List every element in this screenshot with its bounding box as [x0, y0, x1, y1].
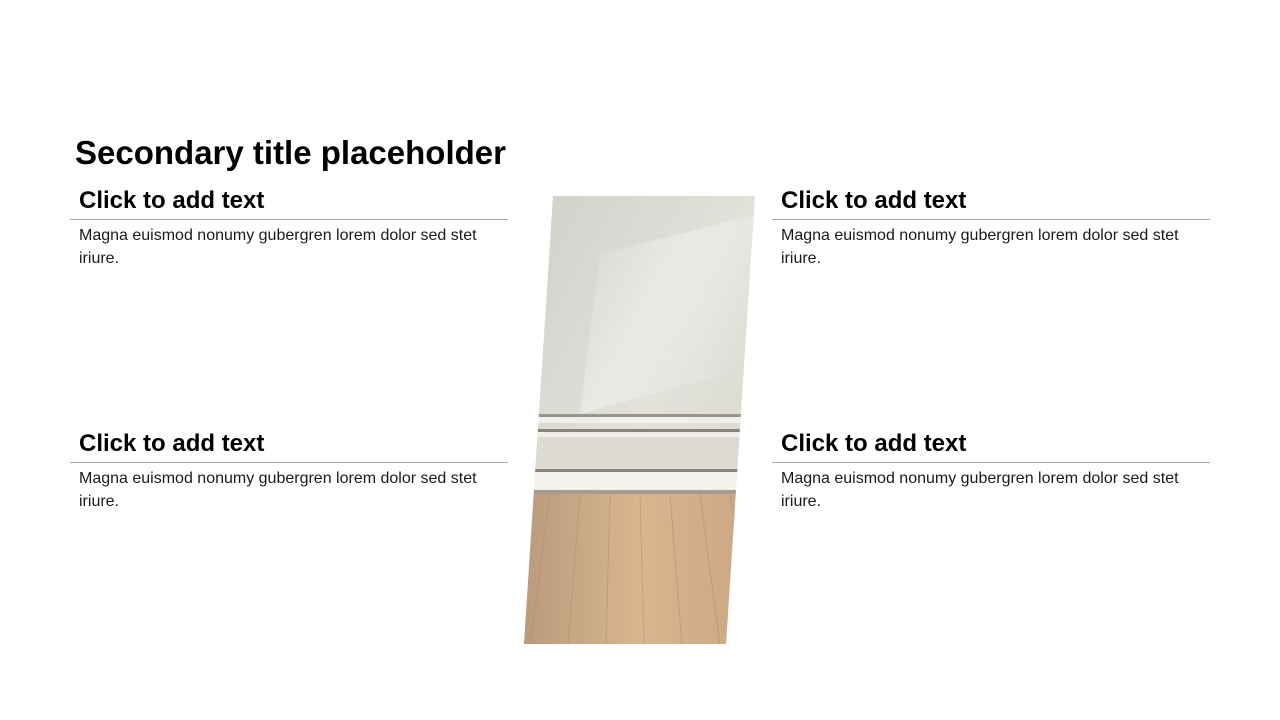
- text-block-top-right: [772, 186, 1210, 270]
- room-photo[interactable]: [520, 194, 760, 646]
- block-heading[interactable]: Click to add text: [70, 186, 508, 220]
- text-block-top-left: [70, 186, 508, 270]
- text-block-bottom-right: [772, 429, 1210, 513]
- block-body[interactable]: Magna euismod nonumy gubergren lorem dolor sed stet iriure.: [79, 470, 477, 510]
- block-heading[interactable]: Click to add text: [70, 429, 508, 463]
- block-body[interactable]: Magna euismod nonumy gubergren lorem dolor sed stet iriure.: [79, 227, 477, 267]
- text-block-bottom-left: [70, 429, 508, 513]
- block-heading[interactable]: Click to add text: [772, 186, 1210, 220]
- block-body[interactable]: Magna euismod nonumy gubergren lorem dolor sed stet iriure.: [781, 227, 1179, 267]
- block-heading[interactable]: Click to add text: [772, 429, 1210, 463]
- slide-title[interactable]: Secondary title placeholder: [75, 134, 506, 171]
- block-body[interactable]: Magna euismod nonumy gubergren lorem dolor sed stet iriure.: [781, 470, 1179, 510]
